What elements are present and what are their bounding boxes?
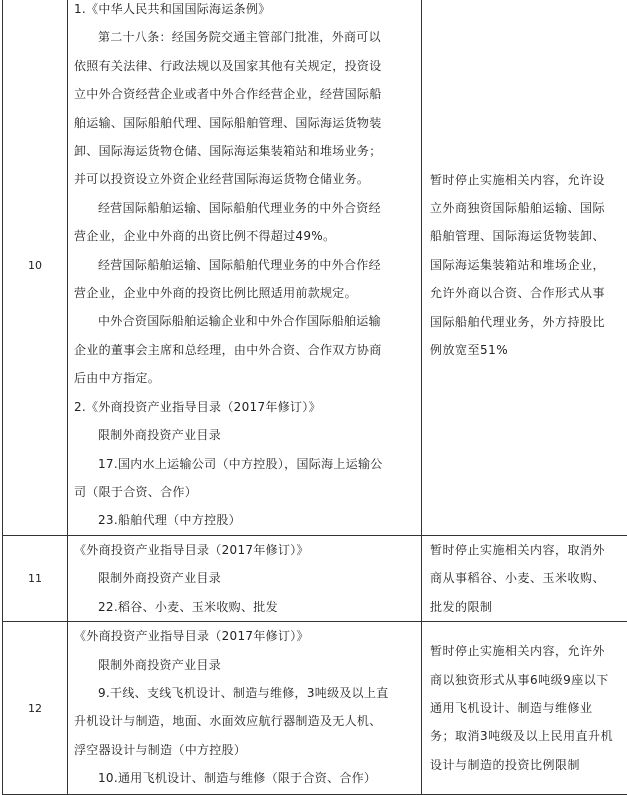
content-line: 卸、国际海运货物仓储、国际海运集装箱站和堆场业务； (74, 137, 415, 165)
content-line: 23.船舶代理（中方控股） (74, 506, 415, 534)
regulation-content (68, 622, 422, 795)
adjustment-note (422, 622, 627, 795)
note-line: 国际船舶代理业务，外方持股比 (430, 308, 627, 336)
content-line: 立中外合资经营企业或者中外合作经营企业，经营国际船 (74, 80, 415, 108)
content-line: 经营国际船舶运输、国际船舶代理业务的中外合资经 (74, 194, 415, 222)
row-number: 12 (3, 622, 68, 795)
content-line: 《外商投资产业指导目录（2017年修订）》 (74, 536, 415, 564)
content-line: 10.通用飞机设计、制造与维修（限于合资、合作） (74, 764, 415, 792)
content-line: 2.《外商投资产业指导目录（2017年修订）》 (74, 393, 415, 421)
note-line: 船舶管理、国际海运货物装卸、 (430, 222, 627, 250)
content-line: 浮空器设计与制造（中方控股） (74, 736, 415, 764)
content-line: 企业的董事会主席和总经理，由中外合资、合作双方协商 (74, 336, 415, 364)
content-line: 舶运输、国际船舶代理、国际船舶管理、国际海运货物装 (74, 109, 415, 137)
note-line: 暂时停止实施相关内容，取消外 (430, 536, 627, 564)
note-line: 设计与制造的投资比例限制 (430, 751, 627, 779)
content-line: 营企业，企业中外商的投资比例比照适用前款规定。 (74, 279, 415, 307)
content-line: 后由中方指定。 (74, 364, 415, 392)
table-row (3, 0, 627, 536)
content-line: 限制外商投资产业目录 (74, 421, 415, 449)
note-line: 批发的限制 (430, 593, 627, 621)
regulation-table (2, 0, 627, 795)
row-number: 11 (3, 536, 68, 622)
content-line: 并可以投资设立外资企业经营国际海运货物仓储业务。 (74, 165, 415, 193)
note-line: 暂时停止实施相关内容，允许设 (430, 166, 627, 194)
note-line: 暂时停止实施相关内容，允许外 (430, 637, 627, 665)
table-row (3, 536, 627, 622)
note-line: 立外商独资国际船舶运输、国际 (430, 194, 627, 222)
adjustment-note (422, 0, 627, 536)
content-line: 22.稻谷、小麦、玉米收购、批发 (74, 593, 415, 621)
row-number: 10 (3, 0, 68, 536)
note-line: 务；取消3吨级及以上民用直升机 (430, 722, 627, 750)
content-line: 营企业，企业中外商的出资比例不得超过49%。 (74, 222, 415, 250)
note-line: 例放宽至51% (430, 336, 627, 364)
content-line: 经营国际船舶运输、国际船舶代理业务的中外合作经 (74, 251, 415, 279)
content-line: 限制外商投资产业目录 (74, 651, 415, 679)
content-line: 17.国内水上运输公司（中方控股），国际海上运输公 (74, 450, 415, 478)
note-line: 允许外商以合资、合作形式从事 (430, 279, 627, 307)
note-line: 商从事稻谷、小麦、玉米收购、 (430, 564, 627, 592)
content-line: 依照有关法律、行政法规以及国家其他有关规定，投资设 (74, 52, 415, 80)
table-row (3, 622, 627, 795)
content-line: 《外商投资产业指导目录（2017年修订）》 (74, 622, 415, 650)
content-line: 升机设计与制造，地面、水面效应航行器制造及无人机、 (74, 707, 415, 735)
note-line: 通用飞机设计、制造与维修业 (430, 694, 627, 722)
content-line: 中外合资国际船舶运输企业和中外合作国际船舶运输 (74, 307, 415, 335)
content-line: 限制外商投资产业目录 (74, 564, 415, 592)
content-line: 第二十八条：经国务院交通主管部门批准，外商可以 (74, 23, 415, 51)
regulation-content (68, 536, 422, 622)
regulation-content (68, 0, 422, 536)
content-line: 9.干线、支线飞机设计、制造与维修，3吨级及以上直 (74, 679, 415, 707)
content-line: 司（限于合资、合作） (74, 478, 415, 506)
note-line: 商以独资形式从事6吨级9座以下 (430, 666, 627, 694)
content-line: 1.《中华人民共和国国际海运条例》 (74, 0, 415, 23)
adjustment-note (422, 536, 627, 622)
note-line: 国际海运集装箱站和堆场企业， (430, 251, 627, 279)
